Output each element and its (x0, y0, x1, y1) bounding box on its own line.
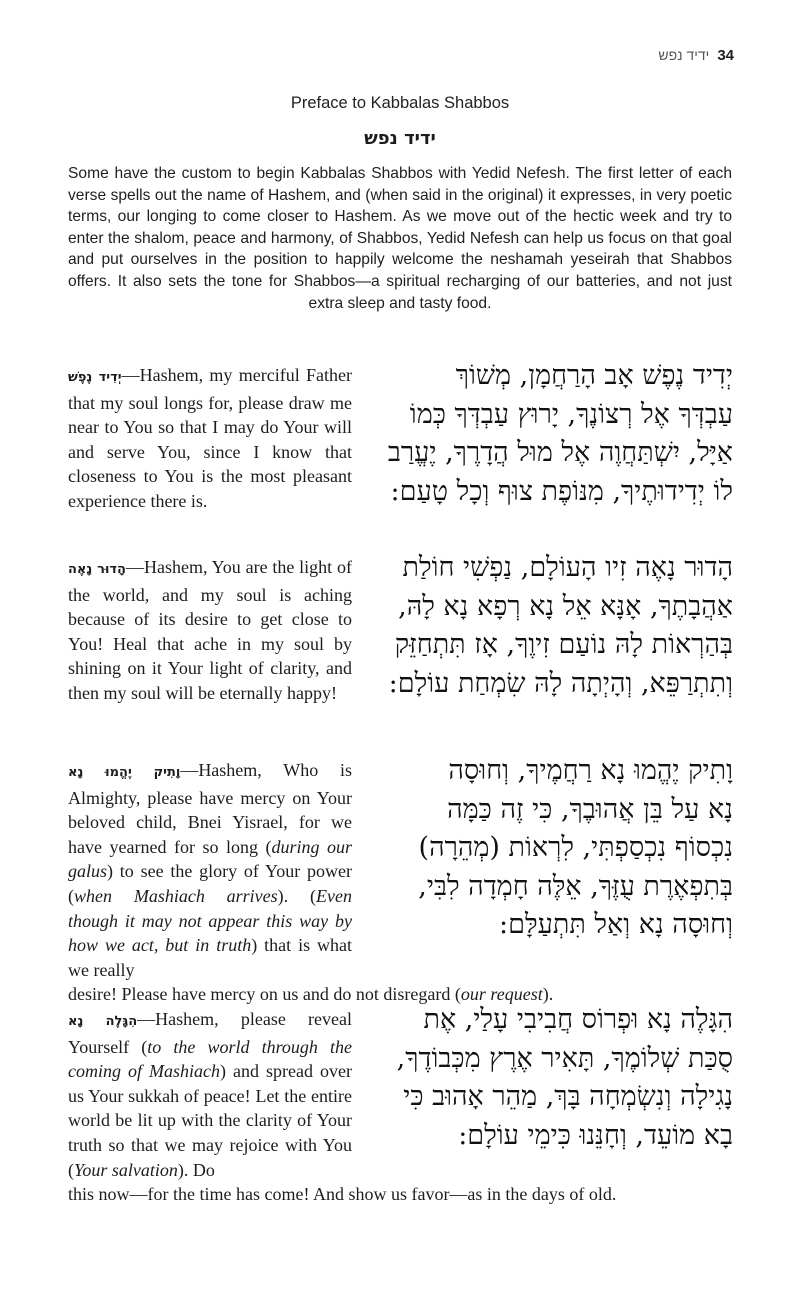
gloss-italic: to the world through the coming of Mashiach (68, 1036, 352, 1082)
verse-line: סֻכַּת שְׁלוֹמֶךָ, תָּאִיר אֶרֶץ מִכְּבוֹדֶךָ, (396, 1042, 733, 1074)
gloss-italic: during our galus (68, 836, 352, 882)
verse-line: אַיָּל, יִשְׁתַּחֲוֶה אֶל מוּל הֲדָרֶךָ, יֶעֱרַב (387, 437, 733, 468)
gloss-text: ). ( (277, 885, 317, 906)
header-hebrew-title: ידיד נפש (658, 47, 710, 63)
page-title: Preface to Kabbalas Shabbos (290, 94, 510, 112)
hebrew-lead-term: הִגָּלֶה נָא (68, 1014, 138, 1029)
hebrew-lead-term: יְדִיד נֶפֶשׁ (68, 370, 122, 385)
verse-line: יְדִיד נֶפֶשׁ אָב הָרַחֲמָן, מְשׁוֹךְ (455, 360, 733, 391)
verse-line: בְּתִפְאֶרֶת עֻזֶּךָ, אֵלֶּה חָמְדָה לִבִּי, (418, 870, 733, 902)
page-number: 34 (717, 47, 734, 64)
verse-line: אַהֲבָתֶךָ, אָנָּא אֵל נָא רְפָא נָא לָהּ, (398, 590, 733, 622)
hebrew-verse (365, 357, 733, 511)
gloss-text: ). (542, 984, 554, 1005)
translation-gloss (68, 555, 352, 706)
hebrew-lead-term: הָדוּר נָאֶה (68, 562, 126, 577)
verse-line: נָגִילָה וְנִשְׂמְחָה בָּךְ, מַהֵר אָהוּב כִּי (403, 1081, 733, 1112)
verse-line: וָתִיק יֶהֱמוּ נָא רַחֲמֶיךָ, וְחוּסָה (448, 755, 733, 786)
gloss-text: ) that is what we really (68, 935, 353, 980)
verse-line: וְחוּסָה נָא וְאַל תִּתְעַלָּם: (499, 909, 733, 940)
translation-gloss (68, 1007, 352, 1182)
hebrew-verse (365, 752, 733, 945)
gloss-text: ) and spread over us Your sukkah of peace! Let the entire world be lit up with the clarity of Your truth so that we may rejoice with You ( (68, 1061, 352, 1180)
gloss-text: ). Do (177, 1159, 215, 1180)
verse-line: נָא עַל בֵּן אֲהוּבֶךָ, כִּי זֶה כַּמָּה (447, 793, 733, 825)
hebrew-section-title: ידיד נפש (364, 128, 436, 149)
gloss-text: desire! Please have mercy on us and do not disregard ( (68, 984, 461, 1005)
gloss-italic: Even though it may not appear this way by how we act, but in truth (68, 885, 352, 956)
verse-line: עַבְדְּךָ אֶל רְצוֹנֶךָ, יָרוּץ עַבְדְּךָ כְּמוֹ (409, 398, 733, 430)
gloss-text: —Hashem, my merciful Father that my soul longs for, please draw me near to You so that I may do Your will and serve You, since I know that closeness to You is the most pleasant experience there is. (68, 365, 352, 511)
gloss-italic: when Mashiach arrives (74, 885, 278, 906)
verse-line: הִגָּלֶה נָא וּפְרוֹס חֲבִיבִי עָלַי, אֶת (423, 1004, 733, 1035)
verse-line: הָדוּר נָאֶה זִיו הָעוֹלָם, נַפְשִׁי חוֹלַת (402, 552, 733, 583)
verse-line: נִכְסוֹף נִכְסַפְתִּי, לִרְאוֹת (מְהֵרָה) (418, 832, 733, 863)
gloss-text: this now—for the time has come! And show us favor—as in the days of old. (68, 1184, 617, 1205)
verse-section-3 (68, 755, 733, 1007)
gloss-text: —Hashem, You are the light of the world, and my soul is aching because of its desire to get close to You! Heal that ache in my soul by shining on it Your light of clarity, and then my soul will be eternally happy! (68, 557, 352, 703)
verse-line: וְתִתְרַפֵּא, וְהָיְתָה לָהּ שִׂמְחַת עוֹלָם: (388, 667, 733, 699)
verse-line: בְּהַרְאוֹת לָהּ נוֹעַם זִיוֶךָ, אָז תִּתְחַזֵּק (394, 629, 733, 660)
running-header (658, 47, 734, 64)
hebrew-verse (365, 1001, 733, 1155)
translation-gloss (68, 758, 352, 982)
verse-line: לוֹ יְדִידוּתֶיךָ, מִנּוֹפֶת צוּף וְכָל טָעַם: (390, 475, 733, 507)
gloss-continuation (68, 1182, 733, 1207)
gloss-text: —Hashem, please reveal Yourself ( (68, 1009, 352, 1057)
gloss-text: ) to see the glory of Your power ( (68, 861, 352, 906)
hebrew-verse (365, 549, 733, 703)
gloss-italic: our request (460, 984, 543, 1005)
intro-paragraph: Some have the custom to begin Kabbalas Shabbos with Yedid Nefesh. The first letter of each verse spells out the name of Hashem, and (when said in the original) it expresses, in very poetic terms, our longing to come closer to Hashem. As we move out of the hectic week and try to enter the shalom, peace and harmony, of Shabbos, Yedid Nefesh can help us focus on that goal and put ourselves in the position to happily welcome the neshamah yeseirah that Shabbos offers. It also sets the tone for Shabbos—a spiritual recharging of our batteries, and not just extra sleep and tasty food. (68, 165, 732, 312)
gloss-italic: Your salvation (74, 1159, 178, 1180)
hebrew-lead-term: וָתִיק יֶהֱמוּ נָא (68, 765, 181, 780)
verse-section-1 (68, 360, 733, 514)
translation-gloss (68, 363, 352, 514)
verse-section-2 (68, 552, 733, 706)
verse-line: בָא מוֹעֵד, וְחָנֵּנוּ כִּימֵי עוֹלָם: (458, 1119, 733, 1151)
verse-section-4 (68, 1004, 733, 1207)
gloss-text: —Hashem, Who is Almighty, please have mercy on Your beloved child, Bnei Yisrael, for we have yearned for so long ( (68, 760, 352, 857)
